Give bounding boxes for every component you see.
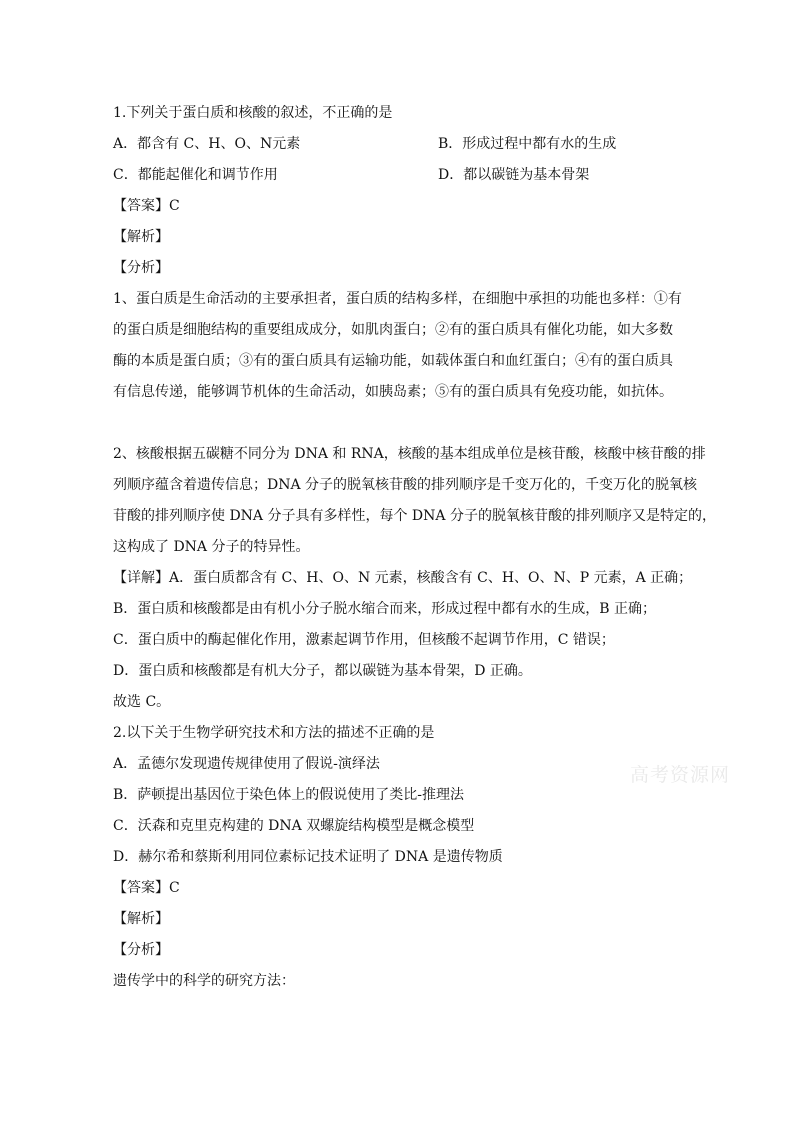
- q2-option-a: A．孟德尔发现遗传规律使用了假说-演绎法: [113, 756, 380, 772]
- q2-option-c: C．沃森和克里克构建的 DNA 双螺旋结构模型是概念模型: [113, 818, 475, 834]
- q1-analysis-1-line: 有信息传递，能够调节机体的生命活动，如胰岛素；⑤有的蛋白质具有免疫功能，如抗体。: [113, 384, 673, 400]
- q1-analysis-2-line: 这构成了 DNA 分子的特异性。: [113, 539, 310, 555]
- q1-answer: 【答案】C: [113, 198, 180, 214]
- q1-analysis-1-line: 酶的本质是蛋白质；③有的蛋白质具有运输功能，如载体蛋白和血红蛋白；④有的蛋白质具: [113, 353, 673, 369]
- q1-analysis-2-line: 2、核酸根据五碳糖不同分为 DNA 和 RNA，核酸的基本组成单位是核苷酸，核酸中核苷酸的排: [113, 446, 706, 462]
- q2-answer: 【答案】C: [113, 880, 180, 896]
- q1-jiexi-heading: 【解析】: [113, 229, 169, 245]
- q1-detail-line: 【详解】A．蛋白质都含有 C、H、O、N 元素，核酸含有 C、H、O、N、P 元素，A 正确；: [113, 570, 693, 586]
- q1-option-b: B．形成过程中都有水的生成: [438, 136, 617, 152]
- q2-option-d: D．赫尔希和蔡斯利用同位素标记技术证明了 DNA 是遗传物质: [113, 849, 503, 865]
- q1-option-a: A．都含有 C、H、O、N元素: [113, 136, 301, 152]
- q2-stem: 2.以下关于生物学研究技术和方法的描述不正确的是: [113, 725, 435, 741]
- q1-analysis-1-line: 的蛋白质是细胞结构的重要组成成分，如肌肉蛋白；②有的蛋白质具有催化功能，如大多数: [113, 322, 673, 338]
- q1-detail-line: C．蛋白质中的酶起催化作用，激素起调节作用，但核酸不起调节作用，C 错误；: [113, 632, 615, 648]
- q1-fenxi-heading: 【分析】: [113, 260, 169, 276]
- q1-detail-line: D．蛋白质和核酸都是有机大分子，都以碳链为基本骨架，D 正确。: [113, 663, 532, 679]
- q2-method-intro: 遗传学中的科学的研究方法：: [113, 973, 295, 989]
- q1-analysis-1-line: 1、蛋白质是生命活动的主要承担者，蛋白质的结构多样，在细胞中承担的功能也多样：①有: [113, 291, 682, 307]
- q1-detail-line: B．蛋白质和核酸都是由有机小分子脱水缩合而来，形成过程中都有水的生成，B 正确；: [113, 601, 657, 617]
- q1-analysis-2-line: 列顺序蕴含着遗传信息；DNA 分子的脱氧核苷酸的排列顺序是千变万化的，千变万化的脱氧核: [113, 477, 698, 493]
- q1-option-d: D．都以碳链为基本骨架: [438, 167, 590, 183]
- q1-stem: 1.下列关于蛋白质和核酸的叙述，不正确的是: [113, 105, 393, 121]
- q2-jiexi-heading: 【解析】: [113, 911, 169, 927]
- watermark: 高考资源网: [630, 764, 731, 786]
- q2-fenxi-heading: 【分析】: [113, 942, 169, 958]
- q2-option-b: B．萨顿提出基因位于染色体上的假说使用了类比-推理法: [113, 787, 465, 803]
- q1-option-c: C．都能起催化和调节作用: [113, 167, 278, 183]
- q1-analysis-2-line: 苷酸的排列顺序使 DNA 分子具有多样性，每个 DNA 分子的脱氧核苷酸的排列顺序又是特定的，: [113, 508, 716, 524]
- q1-conclusion: 故选 C。: [113, 694, 171, 710]
